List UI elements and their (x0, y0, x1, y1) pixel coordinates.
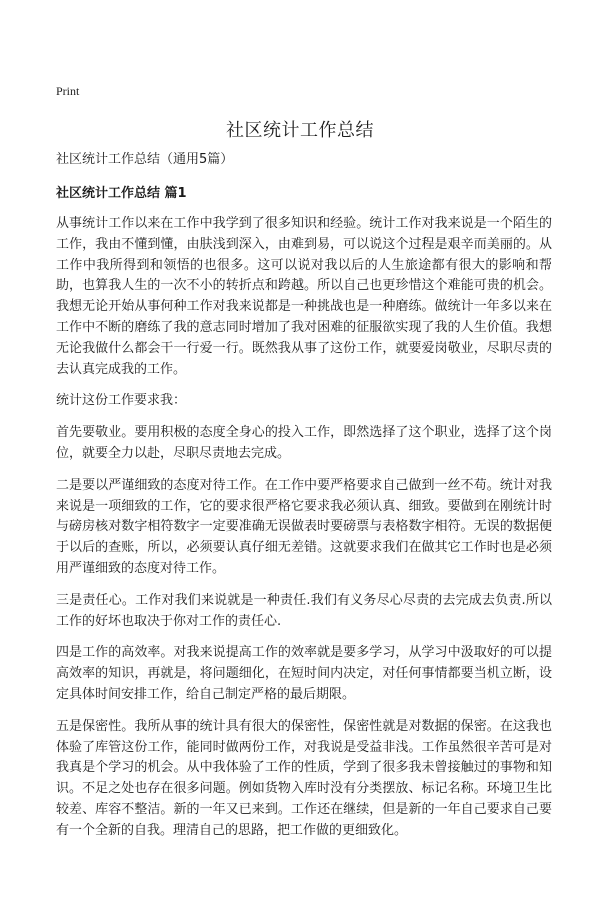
print-label: Print (56, 84, 80, 98)
paragraph-dedication: 首先要敬业。要用积极的态度全身心的投入工作，即然选择了这个职业，选择了这个岗位，就要全力以赴，尽职尽责地去完成。 (56, 425, 552, 461)
document-title: 社区统计工作总结 (226, 120, 374, 141)
paragraph-confidentiality: 五是保密性。我所从事的统计具有很大的保密性，保密性就是对数据的保密。在这我也体验了库管这份工作，能同时做两份工作，对我说是受益非浅。工作虽然很辛苦可是对我真是个学习的机会。从中我体验了工作的性质，学到了很多我未曾接触过的事物和知识。不足之处也存在很多问题。例如货物入库时没有分类摆放、标记名称。环境卫生比较差、库容不整洁。新的一年又已来到。工作还在继续，但是新的一年自己要求自己要有一个全新的自我。理清自己的思路，把工作做的更细致化。 (56, 718, 552, 838)
section-heading: 社区统计工作总结 篇1 (56, 186, 187, 201)
paragraph-efficiency: 四是工作的高效率。对我来说提高工作的效率就是要多学习，从学习中汲取好的可以提高效率的知识，再就是，将问题细化，在短时间内决定，对任何事情都要当机立断，设定具体时间安排工作，给自己制定严格的最后期限。 (56, 645, 552, 702)
document-subtitle: 社区统计工作总结（通用5篇） (56, 152, 234, 167)
paragraph-rigor: 二是要以严谨细致的态度对待工作。在工作中要严格要求自己做到一丝不苟。统计对我来说是一项细致的工作，它的要求很严格它要求我必须认真、细致。要做到在刚统计时与磅房核对数字相符数字一定要准确无误做表时要磅票与表格数字相符。无误的数据便于以后的查账，所以，必须要认真仔细无差错。这就要求我们在做其它工作时也是必须用严谨细致的态度对待工作。 (56, 477, 552, 576)
paragraph-responsibility: 三是责任心。工作对我们来说就是一种责任.我们有义务尽心尽责的去完成去负责.所以工作的好坏也取决于你对工作的责任心. (56, 592, 552, 629)
paragraph-intro: 从事统计工作以来在工作中我学到了很多知识和经验。统计工作对我来说是一个陌生的工作，我由不懂到懂，由肤浅到深入，由难到易，可以说这个过程是艰辛而美丽的。从工作中我所得到和领悟的也很多。这可以说对我以后的人生旅途都有很大的影响和帮助，也算我人生的一次不小的转折点和跨越。所以自己也更珍惜这个难能可贵的机会。我想无论开始从事何种工作对我来说都是一种挑战也是一种磨练。做统计一年多以来在工作中不断的磨练了我的意志同时增加了我对困难的征服欲实现了我的人生价值。我想无论我做什么都会干一行爱一行。既然我从事了这份工作，就要爱岗敬业，尽职尽责的去认真完成我的工作。 (56, 216, 552, 377)
paragraph-requirements-lead: 统计这份工作要求我： (56, 393, 187, 409)
document-body (56, 150, 552, 853)
